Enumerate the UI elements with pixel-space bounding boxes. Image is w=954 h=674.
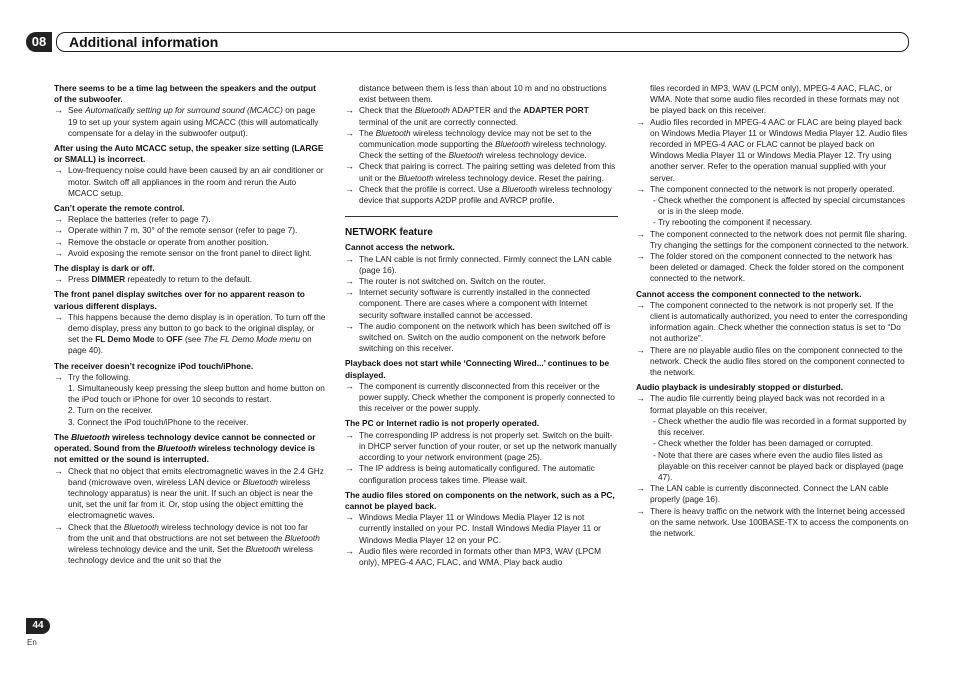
arrow-icon: → <box>636 299 645 310</box>
answer-text: See <box>68 105 86 116</box>
answer-text: There is heavy traffic on the network with the Internet being accessed on the same network. Use 100BASE-TX to access the components on the network. <box>650 505 909 538</box>
sub-item <box>636 416 909 438</box>
arrow-icon: → <box>54 521 63 532</box>
sub-item-text: Check whether the audio file was recorded in a format supported by this receiver. <box>658 415 907 438</box>
arrow-icon: → <box>54 165 63 176</box>
question: The front panel display switches over for no apparent reason to various different displays. <box>54 289 305 311</box>
answer-text: Windows Media Player 11 or Windows Media Player 12 is not currently installed on your PC. Install Windows Media Player 11 or Windows Media Player 12 on your PC. <box>359 512 601 545</box>
sub-item <box>636 217 909 228</box>
answer-item <box>54 466 326 522</box>
arrow-icon: → <box>345 161 354 172</box>
arrow-icon: → <box>636 116 645 127</box>
answer-text-bold: FL Demo Mode <box>95 334 155 345</box>
dash-icon: - <box>653 415 656 426</box>
arrow-icon: → <box>636 344 645 355</box>
answer-text-italic: Bluetooth <box>242 476 278 487</box>
column-right <box>636 83 909 539</box>
question: The receiver doesn’t recognize iPod touch/iPhone. <box>54 360 254 371</box>
answer-text: The <box>359 127 376 138</box>
answer-text-bold: DIMMER <box>91 274 126 285</box>
answer-item <box>345 254 618 276</box>
answer-item <box>345 321 618 355</box>
arrow-icon: → <box>54 311 63 322</box>
answer-text: terminal of the unit are correctly connected. <box>359 116 519 127</box>
answer-text: Internet security software is currently installed in the connected component. There are cases where a component with Internet security software installed cannot be accessed. <box>359 287 591 320</box>
answer-text: wireless technology. Check the setting of the <box>359 139 607 161</box>
answer-text: wireless technology apparatus) is near the unit. If such an object is near the unit, set the unit far from it. Or, stop using the object emitting the electromagnetic waves. <box>68 476 313 521</box>
answer-item <box>636 251 909 285</box>
answer-item <box>345 128 618 162</box>
answer-text: Check that pairing is correct. The pairing setting was deleted from this unit or the <box>359 161 616 183</box>
answer-text: The LAN cable is not firmly connected. Firmly connect the LAN cable (page 16). <box>359 253 612 275</box>
answer-text: The corresponding IP address is not properly set. Switch on the built-in DHCP server function of your router, or set up the network manually according to your network environment (page 25). <box>359 429 617 463</box>
question: The PC or Internet radio is not properly operated. <box>345 418 540 429</box>
answer-text: Audio files recorded in MPEG-4 AAC or FLAC are being played back on Windows Media Player 11 or Windows Media Player 12. Audio files recorded in MPEG-4 AAC or FLAC cannot be played back on Windows Media Player 11 or Windows Media Player 12. Try using another server. Refer to the operation manual supplied with your server. <box>650 116 908 183</box>
page-title: Additional information <box>69 34 219 50</box>
answer-item <box>54 372 326 383</box>
step-item: 1. Simultaneously keep pressing the sleep button and home button on the iPod touch or iPhone for over 10 seconds to restart. <box>68 383 325 405</box>
answer-text-italic: Automatically setting up for surround sound (MCACC) <box>85 105 283 116</box>
arrow-icon: → <box>345 287 354 298</box>
arrow-icon: → <box>345 512 354 523</box>
arrow-icon: → <box>54 236 63 247</box>
page-number: 44 <box>26 618 50 634</box>
dash-icon: - <box>653 195 656 206</box>
question-text-italic: Bluetooth <box>71 431 110 442</box>
answer-text: The audio component on the network which has been switched off is switched on. Switch on the audio component on the network before switching on this receiver. <box>359 320 611 354</box>
question <box>54 432 326 466</box>
answer-text: wireless technology device and the unit so that the <box>68 543 313 566</box>
question-text: The <box>54 431 72 442</box>
dash-icon: - <box>653 438 656 449</box>
answer-text-bold: OFF <box>166 334 183 345</box>
answer-item <box>345 463 618 485</box>
answer-text: repeatedly to return to the default. <box>125 274 253 285</box>
answer-text: The LAN cable is currently disconnected. Connect the LAN cable properly (page 16). <box>650 483 889 505</box>
answer-text: The IP address is being automatically configured. The automatic configuration process takes time. Please wait. <box>359 463 595 485</box>
answer-text: The audio file currently being played back was not recorded in a format playable on this receiver. <box>650 393 885 415</box>
question-text: wireless technology device is not emitted or the sound is interrupted. <box>54 443 315 465</box>
answer-item <box>54 214 326 225</box>
section-heading: NETWORK feature <box>345 216 618 238</box>
question: There seems to be a time lag between the speakers and the output of the subwoofer. <box>54 83 316 105</box>
arrow-icon: → <box>636 483 645 494</box>
sub-item-text: Check whether the folder has been damaged or corrupted. <box>658 438 873 449</box>
arrow-icon: → <box>54 371 63 382</box>
answer-text-italic: Bluetooth <box>245 543 281 554</box>
answer-item <box>345 276 618 287</box>
arrow-icon: → <box>345 105 354 116</box>
arrow-icon: → <box>345 429 354 440</box>
answer-item <box>345 105 618 127</box>
answer-text-italic: Bluetooth <box>501 183 538 194</box>
arrow-icon: → <box>345 183 354 194</box>
arrow-icon: → <box>54 247 63 258</box>
arrow-icon: → <box>345 545 354 556</box>
arrow-icon: → <box>636 251 645 262</box>
answer-text: wireless technology device and the unit. Set the <box>68 543 246 554</box>
answer-item <box>54 522 326 567</box>
answer-text: Try the following. <box>68 371 131 382</box>
question: Can’t operate the remote control. <box>54 203 185 214</box>
arrow-icon: → <box>636 183 645 194</box>
arrow-icon: → <box>54 105 63 116</box>
dash-icon: - <box>653 217 656 228</box>
question: Playback does not start while ‘Connecting Wired...’ continues to be displayed. <box>345 358 610 380</box>
answer-item <box>54 237 326 248</box>
answer-item <box>345 546 618 568</box>
arrow-icon: → <box>345 127 354 138</box>
answer-item <box>54 165 326 199</box>
answer-text: The component connected to the network is not properly set. If the client is automatically authorized, you need to enter the corresponding information again. Check whether the connection status is set to “Do not authorize”. <box>650 299 908 344</box>
language-label: En <box>27 638 37 647</box>
answer-text-italic: The FL Demo Mode menu <box>203 334 301 345</box>
answer-text: The folder stored on the component connected to the network has been deleted or damaged. Check the folder stored on the component connected to the network. <box>650 251 904 284</box>
arrow-icon: → <box>54 465 63 476</box>
question: Audio playback is undesirably stopped or disturbed. <box>636 382 843 393</box>
sub-item-text: Check whether the component is affected by special circumstances or is in the sleep mode. <box>658 195 906 217</box>
answer-text: wireless technology device. <box>483 150 587 161</box>
answer-text: Audio files were recorded in formats other than MP3, WAV (LPCM only), MPEG-4 AAC, FLAC, and WMA. Play back audio <box>359 545 602 567</box>
answer-item <box>636 506 909 540</box>
question: After using the Auto MCACC setup, the speaker size setting (LARGE or SMALL) is incorrect. <box>54 143 324 165</box>
answer-item <box>345 512 618 546</box>
answer-text: wireless technology device that supports A2DP profile and AVRCP profile. <box>359 183 612 206</box>
answer-text: Check that the <box>68 521 124 532</box>
question: The audio files stored on components on the network, such as a PC, cannot be played back. <box>345 489 615 511</box>
arrow-icon: → <box>54 274 63 285</box>
answer-text: Low-frequency noise could have been caused by an air conditioner or motor. Switch off all appliances in the room and rerun the Auto MCACC setup. <box>68 165 324 198</box>
answer-item <box>54 225 326 236</box>
answer-text-bold: ADAPTER PORT <box>523 105 589 116</box>
question-text: wireless technology device cannot be connected or operated. Sound from the <box>54 431 316 454</box>
arrow-icon: → <box>54 214 63 225</box>
answer-text: Replace the batteries (refer to page 7). <box>68 214 211 225</box>
chapter-number: 08 <box>26 32 52 52</box>
answer-text: Press <box>68 274 92 285</box>
answer-text: This happens because the demo display is in operation. To turn off the demo display, press any button to go back to the original display, or set the <box>68 311 326 345</box>
answer-text-italic: Bluetooth <box>495 139 531 150</box>
continued-text: files recorded in MP3, WAV (LPCM only), MPEG-4 AAC, FLAC, or WMA. Note that some audio files recorded in these formats may not be played back on this receiver. <box>650 83 900 116</box>
sub-item-text: Try rebooting the component if necessary. <box>658 217 813 228</box>
answer-text: Check that the <box>359 105 415 116</box>
answer-item <box>636 184 909 195</box>
answer-text-italic: Bluetooth <box>448 150 484 161</box>
arrow-icon: → <box>345 380 354 391</box>
answer-text: (see <box>182 334 204 345</box>
question: The display is dark or off. <box>54 263 155 274</box>
answer-text-italic: Bluetooth <box>398 172 434 183</box>
answer-text: wireless technology device is not too far from the unit and that obstructions are not set between the <box>68 521 308 543</box>
arrow-icon: → <box>345 463 354 474</box>
answer-text: Check that no object that emits electromagnetic waves in the 2.4 GHz band (microwave oven, wireless LAN device or <box>68 465 324 487</box>
sub-item-text: Note that there are cases where even the audio files listed as playable on this receiver cannot be played back or displayed (page 47). <box>658 449 904 482</box>
arrow-icon: → <box>636 393 645 404</box>
answer-text: The component is currently disconnected from this receiver or the power supply. Check whether the component is properly connected to this receiver or the power supply. <box>359 380 615 414</box>
answer-item <box>345 287 618 321</box>
sub-item <box>636 195 909 217</box>
continued-text: distance between them is less than about 10 m and no obstructions exist between them. <box>359 83 607 105</box>
answer-text: wireless technology device. Reset the pairing. <box>433 172 604 183</box>
answer-item <box>345 161 618 183</box>
answer-text: The router is not switched on. Switch on the router. <box>359 276 546 287</box>
answer-text: Avoid exposing the remote sensor on the front panel to direct light. <box>68 247 312 258</box>
answer-text: The component connected to the network is not properly operated. <box>650 183 895 194</box>
answer-item <box>54 312 326 357</box>
answer-text-italic: Bluetooth <box>375 127 411 138</box>
answer-text-italic: Bluetooth <box>284 532 320 543</box>
page-header <box>26 32 909 52</box>
arrow-icon: → <box>345 276 354 287</box>
answer-item <box>345 430 618 464</box>
arrow-icon: → <box>636 228 645 239</box>
answer-text: ADAPTER and the <box>449 105 524 116</box>
answer-text: wireless technology device may not be set to the communication mode supporting the <box>359 127 592 150</box>
column-left <box>54 83 326 566</box>
answer-item <box>636 393 909 415</box>
arrow-icon: → <box>54 225 63 236</box>
answer-item <box>636 483 909 505</box>
answer-text-italic: Bluetooth <box>123 521 159 532</box>
answer-text: Operate within 7 m, 30° of the remote sensor (refer to page 7). <box>68 225 298 236</box>
answer-text: The component connected to the network does not permit file sharing. Try changing the settings for the component connected to the network. <box>650 228 909 250</box>
sub-item <box>636 450 909 484</box>
answer-text: Remove the obstacle or operate from another position. <box>68 236 269 247</box>
question: Cannot access the component connected to the network. <box>636 288 862 299</box>
answer-item <box>345 184 618 206</box>
title-bar <box>56 32 909 52</box>
answer-text: on page 40). <box>68 334 312 356</box>
answer-item <box>345 381 618 415</box>
answer-text: to <box>154 334 167 345</box>
column-middle <box>345 83 618 568</box>
sub-item <box>636 438 909 449</box>
answer-item <box>636 229 909 251</box>
dash-icon: - <box>653 449 656 460</box>
question-text-italic: Bluetooth <box>157 443 196 454</box>
answer-item <box>636 117 909 184</box>
answer-item <box>54 248 326 259</box>
answer-item <box>54 274 326 285</box>
step-item: 3. Connect the iPod touch/iPhone to the receiver. <box>68 416 249 427</box>
answer-item <box>636 345 909 379</box>
question: Cannot access the network. <box>345 242 455 253</box>
answer-text: There are no playable audio files on the component connected to the network. Check the audio files stored on the component connected to the network. <box>650 344 905 378</box>
answer-text: Check that the profile is correct. Use a <box>359 183 502 194</box>
arrow-icon: → <box>636 505 645 516</box>
arrow-icon: → <box>345 320 354 331</box>
answer-item <box>636 300 909 345</box>
answer-item <box>54 105 326 139</box>
answer-text-italic: Bluetooth <box>414 105 450 116</box>
answer-text: on page 19 to set up your system again using MCACC (this will automatically compensate for a delay in the subwoofer output). <box>68 105 319 138</box>
step-item: 2. Turn on the receiver. <box>68 405 153 416</box>
arrow-icon: → <box>345 253 354 264</box>
